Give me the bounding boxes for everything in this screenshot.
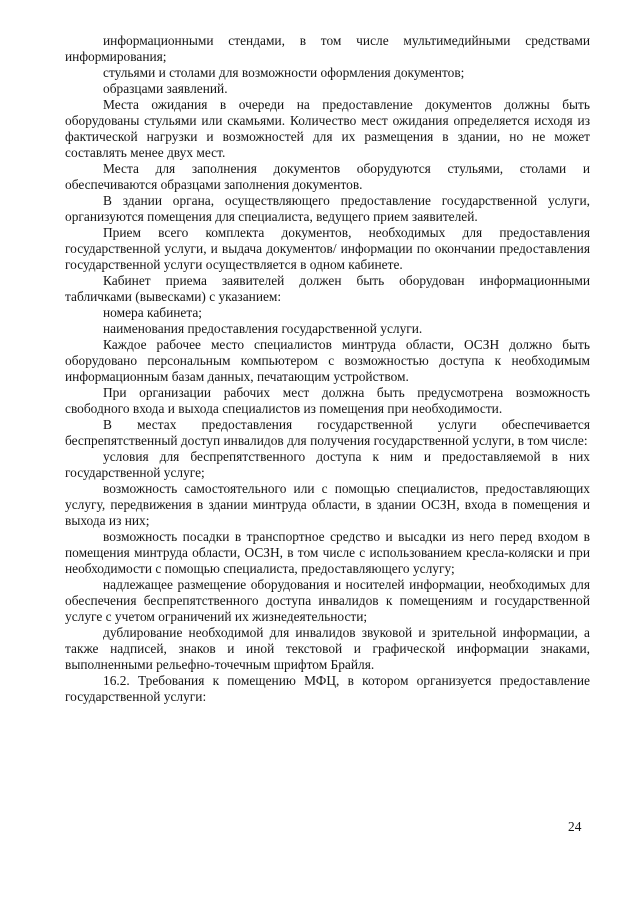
- paragraph-sample-forms: образцами заявлений.: [103, 81, 228, 96]
- paragraph-movement: возможность самостоятельного или с помощью специалистов, предоставляющих услугу, передвижения в здании минтруда области, в здании ОСЗН, входа в помещения и выхода из них;: [65, 481, 590, 528]
- paragraph-access-conditions: условия для беспрепятственного доступа к ним и предоставляемой в них государственной услуге;: [65, 449, 590, 480]
- paragraph-service-name: наименования предоставления государственной услуги.: [103, 321, 423, 336]
- page-number: 24: [568, 819, 582, 834]
- paragraph-disabled-access: В местах предоставления государственной услуги обеспечивается беспрепятственный доступ инвалидов для получения государственной услуги, в том числе:: [65, 417, 590, 448]
- paragraph-room-number: номера кабинета;: [103, 305, 203, 320]
- paragraph-braille: дублирование необходимой для инвалидов звуковой и зрительной информации, а также надписей, знаков и иной текстовой и графической информации знаками, выполненными рельефно-точечным шрифтом Брайля.: [65, 625, 590, 672]
- page-body-text: [65, 33, 590, 705]
- paragraph-free-exit: При организации рабочих мест должна быть предусмотрена возможность свободного входа и выхода специалистов из помещения при необходимости.: [65, 385, 590, 416]
- paragraph-stands: информационными стендами, в том числе мультимедийными средствами информирования;: [65, 33, 590, 64]
- paragraph-filling-places: Места для заполнения документов оборудуются стульями, столами и обеспечиваются образцами заполнения документов.: [65, 161, 590, 192]
- paragraph-office-signs: Кабинет приема заявителей должен быть оборудован информационными табличками (вывесками) с указанием:: [65, 273, 590, 304]
- paragraph-chairs-tables: стульями и столами для возможности оформления документов;: [103, 65, 465, 80]
- paragraph-section-16-2: 16.2. Требования к помещению МФЦ, в котором организуется предоставление государственной услуги:: [65, 673, 590, 704]
- paragraph-reception-rooms: В здании органа, осуществляющего предоставление государственной услуги, организуются помещения для специалиста, ведущего прием заявителей.: [65, 193, 590, 224]
- paragraph-equipment-placement: надлежащее размещение оборудования и носителей информации, необходимых для обеспечения беспрепятственного доступа инвалидов к помещениям и государственной услуге с учетом ограничений их жизнедеятельности;: [65, 577, 590, 624]
- paragraph-transport: возможность посадки в транспортное средство и высадки из него перед входом в помещения минтруда области, ОСЗН, в том числе с использованием кресла-коляски и при необходимости с помощью специалиста, предоставляющего услугу;: [65, 529, 590, 576]
- paragraph-workplace-computer: Каждое рабочее место специалистов минтруда области, ОСЗН должно быть оборудовано персональным компьютером с возможностью доступа к необходимым информационным базам данных, печатающим устройством.: [65, 337, 590, 384]
- paragraph-waiting-places: Места ожидания в очереди на предоставление документов должны быть оборудованы стульями или скамьями. Количество мест ожидания определяется исходя из фактической нагрузки и возможностей для их размещения в здании, но не может составлять менее двух мест.: [65, 97, 590, 160]
- paragraph-single-office: Прием всего комплекта документов, необходимых для предоставления государственной услуги, и выдача документов/ информации по окончании предоставления государственной услуги осуществляется в одном кабинете.: [65, 225, 590, 272]
